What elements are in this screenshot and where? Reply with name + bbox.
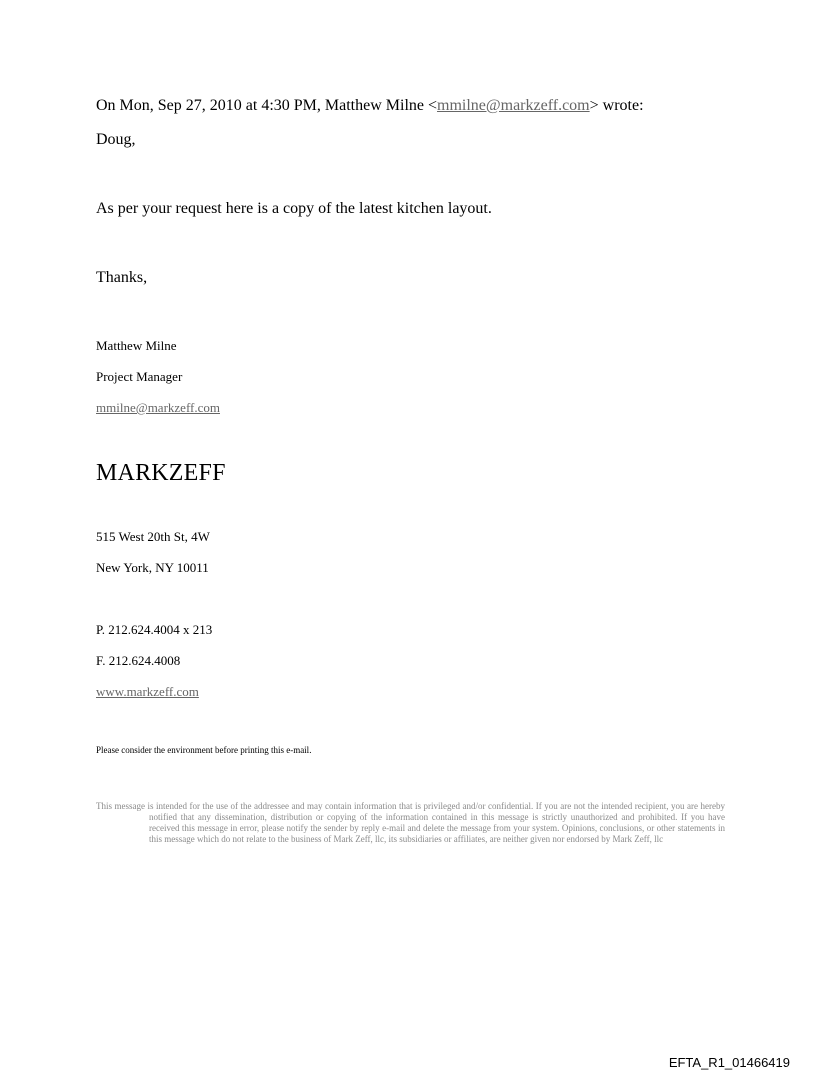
signature-email-link[interactable]: mmilne@markzeff.com xyxy=(96,400,220,415)
website-link[interactable]: www.markzeff.com xyxy=(96,684,199,699)
header-prefix: On Mon, Sep 27, 2010 at 4:30 PM, Matthew Milne < xyxy=(96,97,438,114)
sender-email-link[interactable]: mmilne@markzeff.com xyxy=(437,97,590,114)
phone-number: P. 212.624.4004 x 213 xyxy=(96,622,213,637)
confidentiality-disclaimer: This message is intended for the use of the addressee and may contain information that is privileged and/or confidential. If you are not the intended recipient, you are hereby notified that any dissemination, distribution or copying of the information contained in this message is strictly unauthorized and prohibited. If you have received this message in error, please notify the sender by reply e-mail and delete the message from your system. Opinions, conclusions, or other statements in this message which do not relate to the business of Mark Zeff, llc, its subsidiaries or affiliates, are neither given nor endorsed by Mark Zeff, llc xyxy=(96,801,725,844)
company-name: MARKZEFF xyxy=(96,460,226,486)
fax-number: F. 212.624.4008 xyxy=(96,653,181,668)
address-line-2: New York, NY 10011 xyxy=(96,560,209,575)
signature-name: Matthew Milne xyxy=(96,338,177,353)
email-header-line xyxy=(96,97,644,115)
message-body: As per your request here is a copy of the latest kitchen layout. xyxy=(96,200,492,217)
environment-note: Please consider the environment before printing this e-mail. xyxy=(96,745,312,755)
header-suffix: > wrote: xyxy=(589,97,644,114)
signature-title: Project Manager xyxy=(96,369,183,384)
closing: Thanks, xyxy=(96,269,148,286)
address-line-1: 515 West 20th St, 4W xyxy=(96,529,210,544)
greeting: Doug, xyxy=(96,131,136,148)
document-id: EFTA_R1_01466419 xyxy=(668,1055,790,1070)
